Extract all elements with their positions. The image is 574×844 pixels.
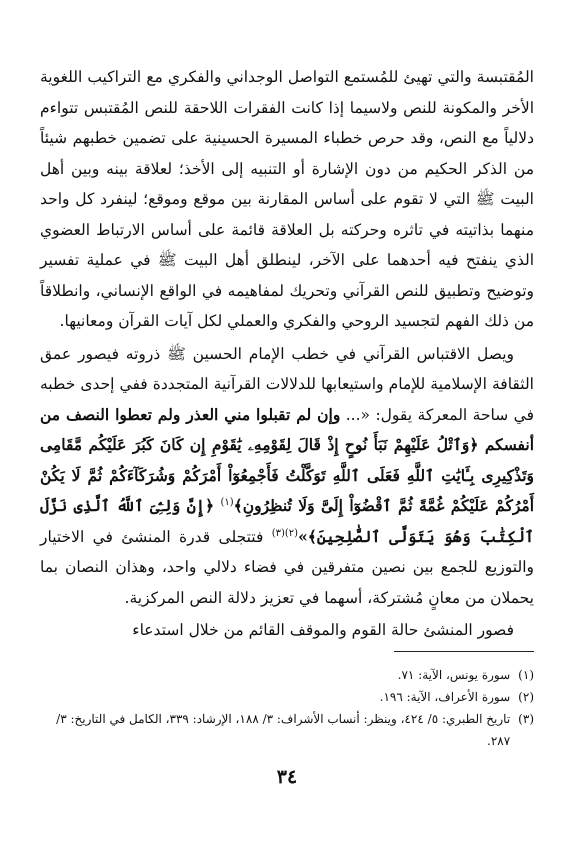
footnote-text: سورة يونس، الآية: ٧١. [397,668,511,682]
footnote-number: (١) [518,668,534,682]
footnote-number: (٢) [518,690,534,704]
footnote-1 [40,664,534,686]
footnote-number: (٣) [518,712,534,726]
page-number: ٣٤ [276,766,298,788]
footnote-text: تاريخ الطبري: ٥/ ٤٢٤، وينظر: أنساب الأشراف: ٣/ ١٨٨، الإرشاد: ٣٣٩، الكامل في التاريخ: ٣/ ٢٨٧. [56,712,511,748]
footnote-2 [40,686,534,708]
footnotes [40,664,534,752]
paragraph-2 [40,339,534,614]
footnote-ref-1[interactable]: (١) [220,496,234,508]
footnote-divider [394,651,534,652]
paragraph-2-tail: فتتجلى قدرة المنشئ في الاختيار والتوزيع للجمع بين نصين متفرقين في فضاء دلالي واحد، وهذان النصان بما يحملان من معانٍ مُشتركة، أسهما في تعزيز دلالة النص المركزية. [40,527,534,607]
footnote-text: سورة الأعراف، الآية: ١٩٦. [379,690,511,704]
quran-quote-2: ﴿إِنَّ وَلِـِّۧىَ ٱللَّهُ ٱلَّذِى نَزَّلَ ٱلْكِتَٰبَ وَهُوَ يَتَوَلَّى ٱلصَّٰلِحِينَ﴾» [40,496,534,546]
paragraph-2-lead: ويصل الاقتباس القرآني في خطب الإمام الحسين ﷺ ذروته فيصور عمق الثقافة الإسلامية للإمام واستيعابها للدلالات القرآنية المتجددة ففي إحدى خطبه في ساحة المعركة يقول: «... [40,344,535,424]
paragraph-1: المُقتبسة والتي تهيئ للمُستمع التواصل الوجداني والفكري مع التراكيب اللغوية الأخر والمكونة للنص ولاسيما إذا كانت الفقرات اللاحقة للنص المُقتبس تتواءم دلالياً مع النص، وقد حرص خطباء المسيرة الحسينية على تضمين خطبهم شيئاً من الذكر الحكيم من دون الإشارة أو التنبيه إلى الأخذ؛ لعلاقة بينه وبين أهل البيت ﷺ التي لا تقوم على أساس المقارنة بين موقع وموقع؛ لينفرد كل واحد منهما بذاتيته في تاثره وحركته بل العلاقة قائمة على أساس الارتباط العضوي الذي ينفتح فيه أحدهما على الآخر، لينطلق أهل البيت ﷺ في عملية تفسير وتوضيح وتطبيق للنص القرآني وتحريك لمفاهيمه في الواقع الإنساني، وانطلاقاً من ذلك الفهم لتجسيد الروحي والفكري والعملي لكل آيات القرآن ومعانيها. [40,68,534,330]
footnote-3 [40,708,534,752]
paragraph-3: فصور المنشئ حالة القوم والموقف القائم من خلال استدعاء [132,621,514,639]
quran-quote-1: وإن لم تقبلوا مني العذر ولم تعطوا النصف من أنفسكم ﴿وَٱتْلُ عَلَيْهِمْ نَبَأَ نُوحٍ إِذْ قَالَ لِقَوْمِهِۦ يَٰقَوْمِ إِن كَانَ كَبُرَ عَلَيْكُم مَّقَامِى وَتَذْكِيرِى بِـَٔايَٰتِ ٱللَّهِ فَعَلَى ٱللَّهِ تَوَكَّلْتُ فَأَجْمِعُوٓاْ أَمْرَكُمْ وَشُرَكَآءَكُمْ ثُمَّ لَا يَكُنْ أَمْرُكُمْ عَلَيْكُمْ غُمَّةً ثُمَّ ٱقْضُوٓاْ إِلَىَّ وَلَا تُنظِرُونِ﴾ [40,404,535,515]
footnote-ref-2-3[interactable]: (٢)(٣) [271,527,299,539]
main-text [40,62,534,646]
